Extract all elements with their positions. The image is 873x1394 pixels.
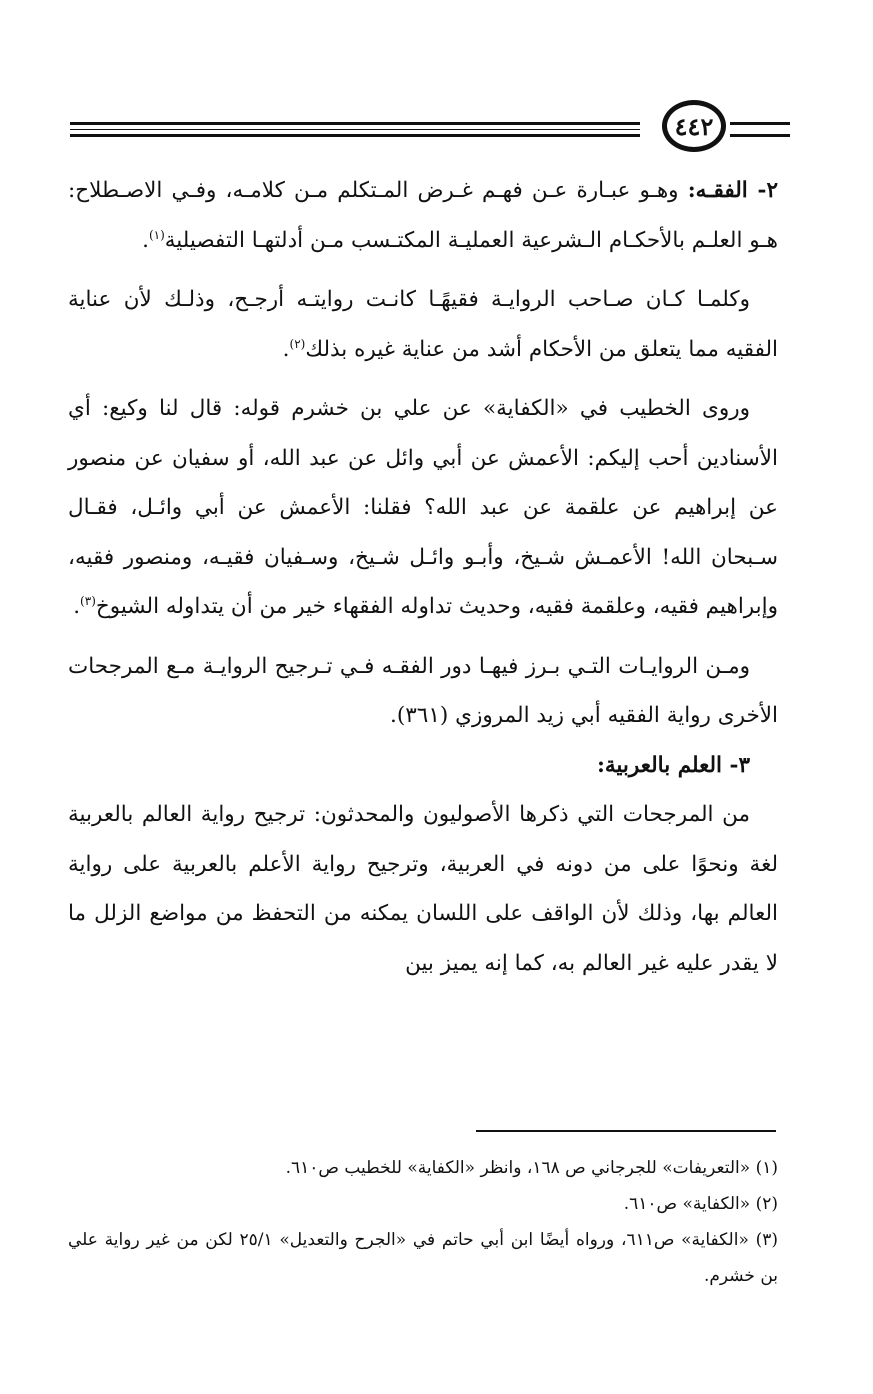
footnote-ref: (٢)	[289, 336, 306, 351]
paragraph-lead: ٢- الفقـه:	[687, 178, 779, 203]
footnote: (١) «التعريفات» للجرجاني ص ١٦٨، وانظر «الكفاية» للخطيب ص٦١٠.	[285, 1158, 778, 1178]
header-rule	[70, 129, 640, 130]
paragraph: من المرجحات التي ذكرها الأصوليون والمحدثون: ترجيح رواية العالم بالعربية لغة ونحوًا على من دونه في العربية، وترجيح رواية الأعلم بالعربية على رواية العالم بها، وذلك لأن الواقف على اللسان يمكنه من التحفظ من مواضع الزلل ما لا يقدر عليه غير العالم به، كما إنه يميز بين	[68, 802, 778, 976]
body-text	[68, 166, 778, 998]
section-heading: ٣- العلم بالعربية:	[596, 752, 750, 778]
footnotes	[68, 1150, 778, 1294]
paragraph-end: .	[73, 594, 81, 619]
header-rule	[730, 122, 790, 125]
paragraph-text: وكلمـا كـان صـاحب الروايـة فقيهًـا كانـت روايتـه أرجـح، وذلـك لأن عناية الفقيه مما يتعلق من الأحكام أشد من عناية غيره بذلك	[68, 287, 778, 362]
footnote: (٣) «الكفاية» ص٦١١، ورواه أيضًا ابن أبي حاتم في «الجرح والتعديل» ٢٥/١ لكن من غير رواية علي بن خشرم.	[68, 1230, 778, 1286]
paragraph	[68, 166, 778, 265]
paragraph	[68, 384, 778, 632]
footnote: (٢) «الكفاية» ص٦١٠.	[623, 1194, 778, 1214]
paragraph-text: وهـو عبـارة عـن فهـم غـرض المـتكلم مـن كلامـه، وفـي الاصـطلاح: هـو العلـم بالأحكـام الـشرعية العمليـة المكتـسب مـن أدلتهـا التفصيلية	[68, 178, 778, 253]
header-rule	[70, 122, 640, 125]
paragraph	[68, 642, 778, 741]
page-number: ٤٤٢	[662, 100, 726, 152]
paragraph-end: .	[282, 336, 290, 362]
paragraph-text: وروى الخطيب في «الكفاية» عن علي بن خشرم قوله: قال لنا وكيع: أي الأسنادين أحب إليكم: الأعمش عن أبي وائل عن عبد الله، أو سفيان عن منصور عن إبراهيم عن علقمة عن عبد الله؟ فقلنا: الأعمش عن أبي وائـل، فقـال سـبحان الله! الأعمـش شـيخ، وأبـو وائـل شـيخ، وسـفيان فقيـه، ومنصور فقيه، وإبراهيم فقيه، وعلقمة فقيه، وحديث تداوله الفقهاء خير من أن يتداوله الشيوخ	[68, 396, 778, 619]
footnote-ref: (١)	[148, 227, 165, 242]
header-rule	[730, 134, 790, 137]
footnote-ref: (٣)	[80, 593, 96, 608]
footnote-separator	[476, 1130, 776, 1132]
paragraph	[68, 275, 778, 374]
paragraph-text: ومـن الروايـات التـي بـرز فيهـا دور الفقـه فـي تـرجيح الروايـة مـع المرجحات الأخرى رواية الفقيه أبي زيد المروزي (٣٦١).	[68, 653, 778, 728]
page-header	[70, 100, 790, 158]
header-rule	[70, 134, 640, 137]
paragraph-end: .	[142, 227, 149, 253]
